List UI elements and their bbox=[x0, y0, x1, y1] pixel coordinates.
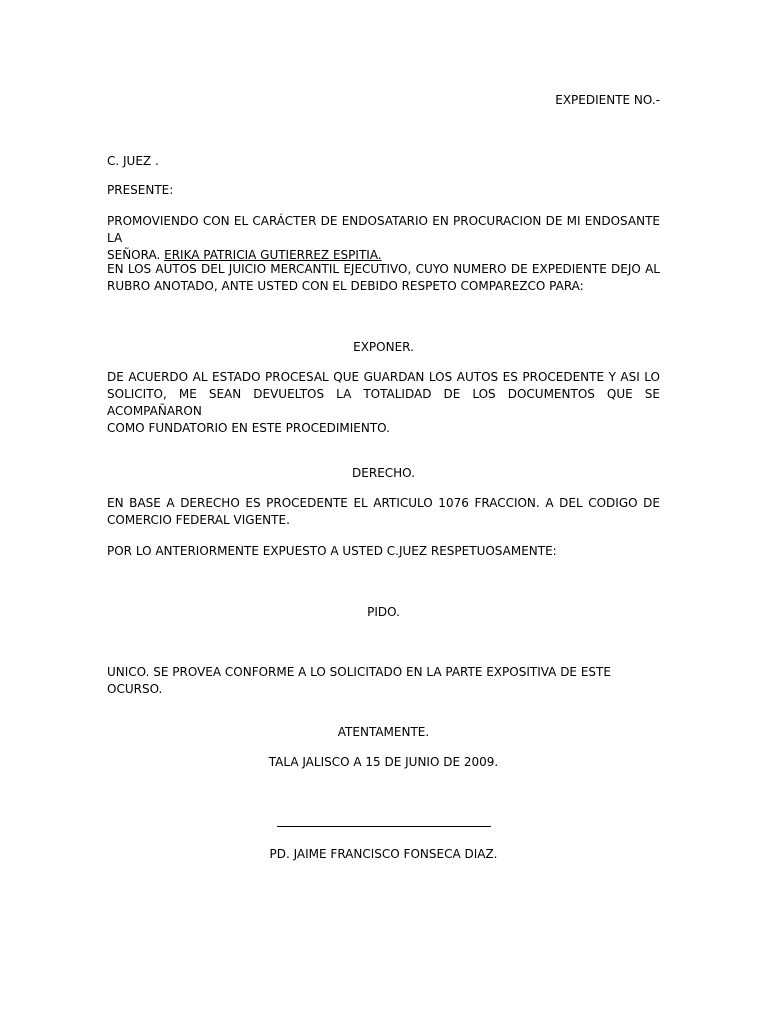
derecho-line-2: COMERCIO FEDERAL VIGENTE. bbox=[107, 513, 290, 527]
exponer-line-2: SOLICITO, ME SEAN DEVUELTOS LA TOTALIDAD DE LOS DOCUMENTOS QUE SE ACOMPAÑARON bbox=[107, 387, 660, 418]
exponer-paragraph bbox=[107, 369, 660, 437]
place-date: TALA JALISCO A 15 DE JUNIO DE 2009. bbox=[268, 755, 499, 769]
heading-exponer: EXPONER. bbox=[353, 340, 414, 354]
autos-paragraph bbox=[107, 261, 660, 295]
case-number-label: EXPEDIENTE NO.- bbox=[555, 93, 660, 107]
exponer-line-3: COMO FUNDATORIO EN ESTE PROCEDIMIENTO. bbox=[107, 421, 390, 435]
intro-line-1: PROMOVIENDO CON EL CARÁCTER DE ENDOSATARIO EN PROCURACION DE MI ENDOSANTE LA bbox=[107, 214, 660, 245]
client-name: ERIKA PATRICIA GUTIERREZ ESPITIA. bbox=[164, 248, 382, 262]
autos-line-1: EN LOS AUTOS DEL JUICIO MERCANTIL EJECUTIVO, CUYO NUMERO DE EXPEDIENTE DEJO AL bbox=[107, 262, 660, 276]
presente-label: PRESENTE: bbox=[107, 183, 174, 197]
autos-line-2: RUBRO ANOTADO, ANTE USTED CON EL DEBIDO RESPETO COMPAREZCO PARA: bbox=[107, 279, 584, 293]
heading-derecho: DERECHO. bbox=[352, 466, 415, 480]
closing-atentamente: ATENTAMENTE. bbox=[337, 725, 430, 739]
heading-pido: PIDO. bbox=[367, 605, 400, 619]
expuesto-paragraph: POR LO ANTERIORMENTE EXPUESTO A USTED C.JUEZ RESPETUOSAMENTE: bbox=[107, 544, 557, 558]
intro-line-2-prefix: SEÑORA. bbox=[107, 248, 165, 262]
exponer-line-1: DE ACUERDO AL ESTADO PROCESAL QUE GUARDAN LOS AUTOS ES PROCEDENTE Y ASI LO bbox=[107, 370, 660, 384]
derecho-line-1: EN BASE A DERECHO ES PROCEDENTE EL ARTICULO 1076 FRACCION. A DEL CODIGO DE bbox=[107, 496, 660, 510]
signature-line bbox=[277, 826, 491, 827]
unico-paragraph: UNICO. SE PROVEA CONFORME A LO SOLICITADO EN LA PARTE EXPOSITIVA DE ESTE OCURSO. bbox=[107, 665, 611, 696]
derecho-paragraph bbox=[107, 495, 660, 529]
addressee: C. JUEZ . bbox=[107, 154, 159, 168]
intro-paragraph bbox=[107, 213, 660, 264]
signatory-name: PD. JAIME FRANCISCO FONSECA DIAZ. bbox=[269, 847, 498, 861]
